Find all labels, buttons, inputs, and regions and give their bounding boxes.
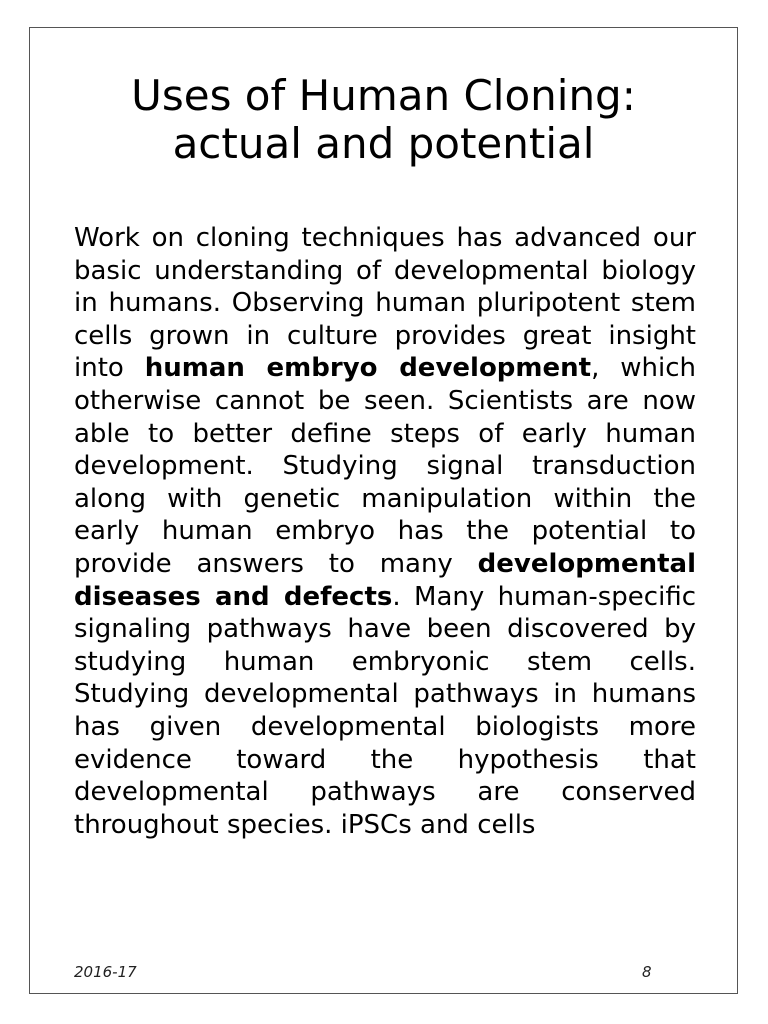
bold-phrase-embryo-development: human embryo development: [144, 353, 592, 384]
document-page: [29, 27, 738, 994]
paragraph-text-1: Work on cloning techniques has advanced our basic understanding of developmental biology in humans. Observing human pluripotent stem cells grown in culture provides great insight into: [74, 223, 696, 384]
body-paragraph: [74, 222, 696, 938]
footer-page-number: 8: [642, 963, 652, 981]
bold-phrase-diseases-defects: developmental diseases and defects: [74, 548, 696, 612]
footer-date: 2016-17: [74, 963, 137, 981]
paragraph-text-3: . Many human-specific signaling pathways have been discovered by studying human embryonic stem cells. Studying developmental pathways in humans has given developmental biologists more evidence toward the hypothesis that developmental pathways are conserved throughout species. iPSCs and cells: [74, 581, 696, 840]
page-title: [30, 72, 737, 168]
paragraph-text-2: , which otherwise cannot be seen. Scientists are now able to better define steps of early human development. Studying signal transduction along with genetic manipulation within the early human embryo has the potential to provide answers to many: [74, 353, 696, 579]
title-line-1: Uses of Human Cloning:: [131, 71, 636, 120]
title-line-2: actual and potential: [172, 119, 595, 168]
